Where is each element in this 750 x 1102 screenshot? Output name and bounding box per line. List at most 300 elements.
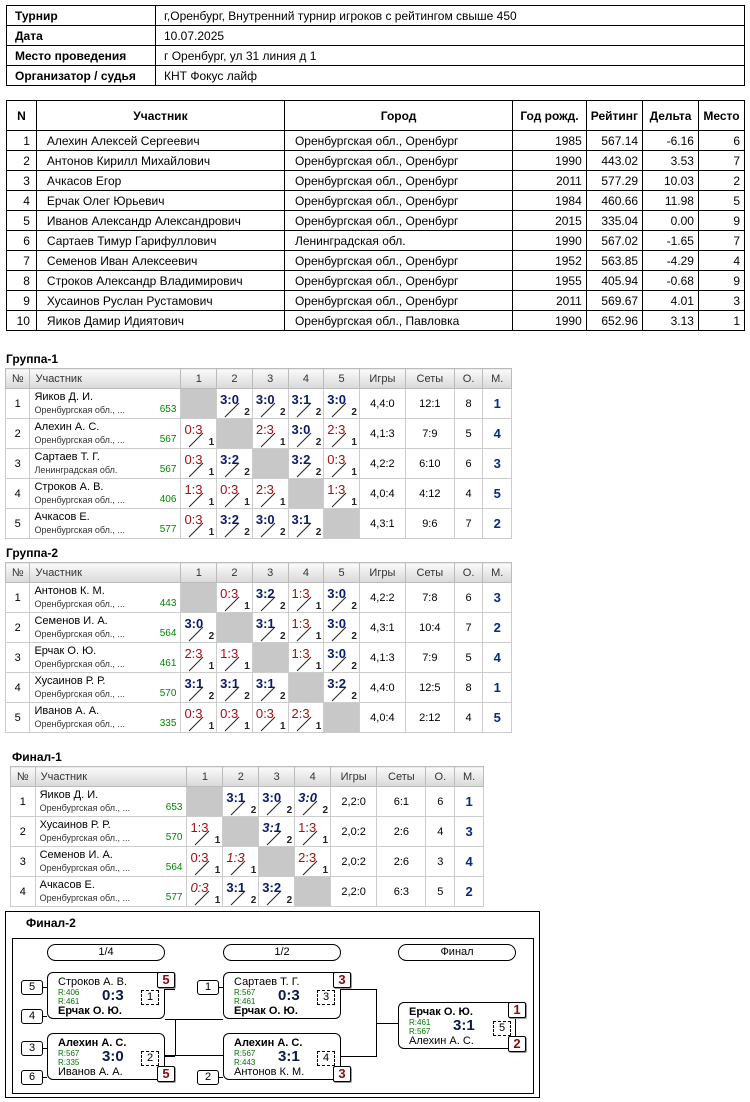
match-score: 2:3 xyxy=(255,482,274,497)
match-score: 3:1 xyxy=(184,676,204,691)
column-header: Игры xyxy=(359,563,405,583)
column-header: Участник xyxy=(30,369,181,389)
final-1-title: Финал-1 xyxy=(12,750,62,764)
column-header: 3 xyxy=(259,767,295,787)
group-2-table xyxy=(5,562,512,733)
match-result-cell[interactable] xyxy=(288,419,324,449)
table-cell: 7 xyxy=(698,231,744,251)
table-row xyxy=(7,291,745,311)
match-order: 2 xyxy=(250,895,257,906)
row-number: 4 xyxy=(6,673,30,703)
participant-cell xyxy=(30,583,181,613)
match-order: 2 xyxy=(244,407,250,418)
table-cell: Оренбургская обл., Оренбург xyxy=(284,191,512,211)
participant-name: Яиков Д. И. xyxy=(39,788,99,801)
table-cell: 5 xyxy=(698,191,744,211)
table-row xyxy=(6,673,512,703)
seed-badge: 6 xyxy=(21,1070,43,1085)
participant-city: Оренбургская обл., ... xyxy=(34,658,125,669)
header-row xyxy=(6,563,512,583)
table-cell: -0.68 xyxy=(643,271,699,291)
participant-cell xyxy=(30,389,181,419)
row-number: 3 xyxy=(6,449,30,479)
table-cell: Оренбургская обл., Оренбург xyxy=(284,251,512,271)
match-score: 0:3 xyxy=(102,987,124,1004)
match-result-cell[interactable] xyxy=(217,509,253,539)
participant-name: Сартаев Т. Г. xyxy=(34,450,100,463)
final-place-badge: 5 xyxy=(157,1066,175,1082)
match-score: 2:3 xyxy=(255,422,274,437)
match-result-cell[interactable] xyxy=(288,703,324,733)
match-result-cell[interactable] xyxy=(288,509,324,539)
table-cell: Оренбургская обл., Оренбург xyxy=(284,171,512,191)
games-cell: 2,0:2 xyxy=(331,847,377,877)
table-row xyxy=(11,877,484,907)
match-score: 0:3 xyxy=(184,706,203,721)
player-top: Строков А. В. xyxy=(58,976,128,988)
games-cell: 2,2:0 xyxy=(331,787,377,817)
match-score: 0:3 xyxy=(220,586,239,601)
match-score: 3:2 xyxy=(220,512,239,527)
match-order: 2 xyxy=(351,601,357,612)
match-score: 0:3 xyxy=(255,706,274,721)
match-order: 2 xyxy=(279,691,286,702)
match-order: 1 xyxy=(250,865,257,876)
sets-cell: 6:10 xyxy=(405,449,454,479)
participant-rating: 577 xyxy=(159,524,177,535)
table-cell: 4 xyxy=(698,251,744,271)
match-score: 0:3 xyxy=(190,850,209,865)
column-header: М. xyxy=(483,563,512,583)
column-header: № xyxy=(6,563,30,583)
match-order: 1 xyxy=(351,437,357,448)
sets-cell: 12:1 xyxy=(405,389,454,419)
row-number: 2 xyxy=(11,817,36,847)
rating-top: R:567 xyxy=(58,1049,80,1058)
column-header: 4 xyxy=(288,563,324,583)
participant-city: Оренбургская обл., ... xyxy=(34,688,125,699)
column-header: Игры xyxy=(331,767,377,787)
participant-name: Ачкасов Е. xyxy=(34,510,90,523)
match-result-cell[interactable] xyxy=(217,389,253,419)
participant-rating: 406 xyxy=(159,494,177,505)
final-2-title: Финал-2 xyxy=(26,916,76,930)
match-result-cell[interactable] xyxy=(181,449,217,479)
match-result-cell[interactable] xyxy=(288,449,324,479)
place-cell: 3 xyxy=(455,817,484,847)
match-order: 1 xyxy=(214,835,221,846)
table-cell: 3 xyxy=(7,171,37,191)
match-result-cell[interactable] xyxy=(324,389,360,419)
participant-cell xyxy=(35,787,187,817)
next-match-number: 5 xyxy=(493,1021,511,1036)
match-result-cell[interactable] xyxy=(181,479,217,509)
table-cell: 1990 xyxy=(513,311,587,331)
place-cell: 5 xyxy=(483,703,512,733)
table-row xyxy=(7,311,745,331)
match-score: 3:0 xyxy=(327,586,347,601)
participant-city: Оренбургская обл., ... xyxy=(34,598,125,609)
rating-bottom: R:461 xyxy=(58,997,80,1006)
match-result-cell[interactable] xyxy=(259,787,295,817)
participant-rating: 335 xyxy=(159,718,177,729)
diagonal-cell xyxy=(217,419,253,449)
table-cell: 3.13 xyxy=(643,311,699,331)
participant-rating: 653 xyxy=(159,404,177,415)
table-cell: Сартаев Тимур Гарифуллович xyxy=(36,231,284,251)
match-order: 1 xyxy=(351,497,357,508)
column-header: Участник xyxy=(36,101,284,131)
table-cell: -4.29 xyxy=(643,251,699,271)
match-result-cell[interactable] xyxy=(324,583,360,613)
table-cell: 335.04 xyxy=(586,211,642,231)
match-result-cell[interactable] xyxy=(252,479,288,509)
match-result-cell[interactable] xyxy=(288,389,324,419)
match-result-cell[interactable] xyxy=(259,817,295,847)
participant-cell xyxy=(30,673,181,703)
row-number: 3 xyxy=(11,847,36,877)
group-2-title: Группа-2 xyxy=(6,546,59,560)
rating-bottom: R:567 xyxy=(409,1027,431,1036)
match-score: 1:3 xyxy=(327,482,346,497)
match-order: 1 xyxy=(279,437,286,448)
column-header: Год рожд. xyxy=(513,101,587,131)
match-score: 3:2 xyxy=(291,452,311,467)
match-result-cell[interactable] xyxy=(252,613,288,643)
table-cell: 6 xyxy=(7,231,37,251)
match-result-cell[interactable] xyxy=(223,787,259,817)
table-cell: Ачкасов Егор xyxy=(36,171,284,191)
match-order: 2 xyxy=(315,527,322,538)
match-order: 2 xyxy=(279,407,286,418)
match-result-cell[interactable] xyxy=(223,877,259,907)
column-header: Участник xyxy=(35,767,187,787)
next-match-number: 3 xyxy=(317,990,335,1005)
sets-cell: 7:9 xyxy=(405,643,454,673)
games-cell: 4,0:4 xyxy=(359,703,405,733)
participant-cell xyxy=(30,449,181,479)
column-header: 2 xyxy=(217,563,253,583)
diagonal-cell xyxy=(288,673,324,703)
match-order: 2 xyxy=(208,691,215,702)
match-score: 3:2 xyxy=(327,676,347,691)
match-score: 3:1 xyxy=(226,790,246,805)
match-result-cell[interactable] xyxy=(181,509,217,539)
match-order: 2 xyxy=(315,407,322,418)
match-order: 2 xyxy=(208,631,215,642)
participant-city: Оренбургская обл., ... xyxy=(39,802,131,813)
seed-badge: 4 xyxy=(21,1009,43,1024)
match-result-cell[interactable] xyxy=(181,419,217,449)
match-order: 2 xyxy=(250,805,257,816)
header-row xyxy=(11,767,484,787)
games-cell: 2,0:2 xyxy=(331,817,377,847)
table-cell: Оренбургская обл., Оренбург xyxy=(284,291,512,311)
points-cell: 6 xyxy=(454,449,483,479)
table-cell: 7 xyxy=(698,151,744,171)
table-cell: 1952 xyxy=(513,251,587,271)
match-result-cell[interactable] xyxy=(324,479,360,509)
match-result-cell[interactable] xyxy=(252,389,288,419)
games-cell: 2,2:0 xyxy=(331,877,377,907)
match-score: 0:3 xyxy=(184,422,203,437)
match-order: 2 xyxy=(351,691,357,702)
match-order: 2 xyxy=(315,467,322,478)
table-row xyxy=(6,449,512,479)
match-result-cell[interactable] xyxy=(252,703,288,733)
match-result-cell[interactable] xyxy=(295,847,331,877)
match-result-cell[interactable] xyxy=(187,847,223,877)
participant-name: Семенов И. А. xyxy=(34,614,108,627)
column-header: Участник xyxy=(30,563,181,583)
table-cell: 3 xyxy=(698,291,744,311)
place-cell: 5 xyxy=(483,479,512,509)
player-bottom: Антонов К. М. xyxy=(234,1066,305,1078)
player-top: Алехин А. С. xyxy=(234,1037,303,1049)
table-row xyxy=(7,251,745,271)
sets-cell: 6:1 xyxy=(377,787,426,817)
diagonal-cell xyxy=(259,847,295,877)
match-result-cell[interactable] xyxy=(252,509,288,539)
table-row xyxy=(6,583,512,613)
place-cell: 2 xyxy=(483,509,512,539)
games-cell: 4,4:0 xyxy=(359,389,405,419)
match-score: 3:0 xyxy=(262,790,282,805)
place-cell: 3 xyxy=(483,583,512,613)
match-result-cell[interactable] xyxy=(288,643,324,673)
match-result-cell[interactable] xyxy=(252,583,288,613)
place-cell: 1 xyxy=(483,389,512,419)
table-cell: 6 xyxy=(698,131,744,151)
player-top: Сартаев Т. Г. xyxy=(234,976,300,988)
match-result-cell[interactable] xyxy=(181,643,217,673)
match-order: 1 xyxy=(244,661,250,672)
table-cell: 2011 xyxy=(513,171,587,191)
participant-rating: 567 xyxy=(159,464,177,475)
points-cell: 4 xyxy=(426,817,455,847)
match-result-cell[interactable] xyxy=(187,877,223,907)
participant-name: Яиков Д. И. xyxy=(34,390,94,403)
table-cell: 3.53 xyxy=(643,151,699,171)
diagonal-cell xyxy=(181,583,217,613)
match-order: 2 xyxy=(279,601,286,612)
table-cell: 569.67 xyxy=(586,291,642,311)
match-score: 0:3 xyxy=(278,987,300,1004)
table-cell: Семенов Иван Алексеевич xyxy=(36,251,284,271)
match-score: 3:0 xyxy=(327,392,347,407)
points-cell: 5 xyxy=(426,877,455,907)
points-cell: 8 xyxy=(454,673,483,703)
match-score: 3:1 xyxy=(255,676,275,691)
participant-cell xyxy=(35,877,187,907)
info-row xyxy=(7,46,745,66)
row-number: 4 xyxy=(11,877,36,907)
participant-name: Ачкасов Е. xyxy=(39,878,95,891)
bracket xyxy=(12,938,534,1094)
table-row xyxy=(6,703,512,733)
participant-name: Семенов И. А. xyxy=(39,848,113,861)
column-header: О. xyxy=(454,369,483,389)
match-order: 1 xyxy=(208,467,215,478)
participant-name: Строков А. В. xyxy=(34,480,104,493)
match-score: 3:0 xyxy=(255,512,275,527)
match-result-cell[interactable] xyxy=(295,817,331,847)
table-row xyxy=(6,509,512,539)
final-1-table xyxy=(10,766,484,907)
match-result-cell[interactable] xyxy=(288,583,324,613)
participant-cell xyxy=(30,479,181,509)
diagonal-cell xyxy=(217,613,253,643)
table-cell: Антонов Кирилл Михайлович xyxy=(36,151,284,171)
info-key: Дата xyxy=(7,26,156,46)
participant-rating: 570 xyxy=(165,832,183,843)
match-result-cell[interactable] xyxy=(259,877,295,907)
column-header: О. xyxy=(426,767,455,787)
final-place-badge: 1 xyxy=(508,1002,526,1018)
seed-badge: 3 xyxy=(21,1041,43,1056)
column-header: 5 xyxy=(324,369,360,389)
seed-badge: 1 xyxy=(197,980,219,995)
participant-name: Алехин А. С. xyxy=(34,420,100,433)
table-cell: 2 xyxy=(698,171,744,191)
table-cell: Оренбургская обл., Оренбург xyxy=(284,131,512,151)
table-cell: 567.14 xyxy=(586,131,642,151)
table-cell: 1955 xyxy=(513,271,587,291)
match-result-cell[interactable] xyxy=(217,673,253,703)
match-order: 1 xyxy=(322,865,329,876)
participant-rating: 567 xyxy=(159,434,177,445)
match-score: 3:0 xyxy=(327,616,347,631)
participant-rating: 570 xyxy=(159,688,177,699)
match-order: 1 xyxy=(244,721,250,732)
column-header: Сеты xyxy=(405,369,454,389)
participant-city: Оренбургская обл., ... xyxy=(34,718,125,729)
match-result-cell[interactable] xyxy=(324,643,360,673)
points-cell: 6 xyxy=(454,583,483,613)
row-number: 2 xyxy=(6,613,30,643)
match-score: 0:3 xyxy=(220,706,239,721)
match-order: 2 xyxy=(244,527,250,538)
table-cell: Ерчак Олег Юрьевич xyxy=(36,191,284,211)
match-order: 2 xyxy=(279,631,286,642)
table-cell: 1 xyxy=(698,311,744,331)
row-number: 5 xyxy=(6,703,30,733)
column-header: Дельта xyxy=(643,101,699,131)
table-row xyxy=(6,419,512,449)
match-result-cell[interactable] xyxy=(324,673,360,703)
info-key: Организатор / судья xyxy=(7,66,156,86)
table-cell: 10 xyxy=(7,311,37,331)
player-bottom: Ерчак О. Ю. xyxy=(234,1005,298,1017)
rating-bottom: R:461 xyxy=(234,997,256,1006)
match-result-cell[interactable] xyxy=(324,419,360,449)
sets-cell: 7:8 xyxy=(405,583,454,613)
match-score: 0:3 xyxy=(190,880,209,895)
match-result-cell[interactable] xyxy=(217,479,253,509)
table-cell: Оренбургская обл., Оренбург xyxy=(284,211,512,231)
sets-cell: 7:9 xyxy=(405,419,454,449)
table-cell: -1.65 xyxy=(643,231,699,251)
participant-cell xyxy=(30,703,181,733)
match-result-cell[interactable] xyxy=(217,643,253,673)
games-cell: 4,3:1 xyxy=(359,509,405,539)
table-cell: 563.85 xyxy=(586,251,642,271)
column-header: Город xyxy=(284,101,512,131)
round-label: Финал xyxy=(398,944,516,961)
table-cell: 443.02 xyxy=(586,151,642,171)
match-order: 1 xyxy=(315,721,322,732)
participant-cell xyxy=(35,817,187,847)
diagonal-cell xyxy=(295,877,331,907)
points-cell: 5 xyxy=(454,643,483,673)
match-result-cell[interactable] xyxy=(223,847,259,877)
match-result-cell[interactable] xyxy=(324,449,360,479)
match-score: 3:0 xyxy=(102,1048,124,1065)
column-header: Сеты xyxy=(377,767,426,787)
column-header: 3 xyxy=(252,369,288,389)
table-cell: 8 xyxy=(7,271,37,291)
games-cell: 4,2:2 xyxy=(359,449,405,479)
table-cell: 1990 xyxy=(513,151,587,171)
diagonal-cell xyxy=(324,509,360,539)
row-number: 2 xyxy=(6,419,30,449)
sets-cell: 12:5 xyxy=(405,673,454,703)
table-cell: 4 xyxy=(7,191,37,211)
match-score: 2:3 xyxy=(184,646,203,661)
match-score: 3:1 xyxy=(453,1017,475,1034)
match-result-cell[interactable] xyxy=(295,787,331,817)
match-result-cell[interactable] xyxy=(288,613,324,643)
table-cell: 5 xyxy=(7,211,37,231)
place-cell: 2 xyxy=(455,877,484,907)
games-cell: 4,4:0 xyxy=(359,673,405,703)
table-cell: -6.16 xyxy=(643,131,699,151)
match-order: 1 xyxy=(322,835,329,846)
info-key: Турнир xyxy=(7,6,156,26)
match-result-cell[interactable] xyxy=(252,419,288,449)
match-order: 2 xyxy=(244,467,250,478)
participant-city: Оренбургская обл., ... xyxy=(39,862,131,873)
match-result-cell[interactable] xyxy=(252,673,288,703)
match-order: 1 xyxy=(315,631,322,642)
match-result-cell[interactable] xyxy=(181,673,217,703)
participant-rating: 461 xyxy=(159,658,177,669)
match-result-cell[interactable] xyxy=(181,703,217,733)
column-header: 3 xyxy=(252,563,288,583)
column-header: N xyxy=(7,101,37,131)
diagonal-cell xyxy=(288,479,324,509)
match-result-cell[interactable] xyxy=(187,817,223,847)
match-result-cell[interactable] xyxy=(217,449,253,479)
table-cell: 1 xyxy=(7,131,37,151)
table-cell: Строков Александр Владимирович xyxy=(36,271,284,291)
match-order: 1 xyxy=(351,467,357,478)
participant-cell xyxy=(30,613,181,643)
table-cell: 7 xyxy=(7,251,37,271)
player-top: Ерчак О. Ю. xyxy=(409,1006,473,1018)
table-cell: Оренбургская обл., Павловка xyxy=(284,311,512,331)
column-header: 2 xyxy=(217,369,253,389)
match-result-cell[interactable] xyxy=(181,613,217,643)
match-result-cell[interactable] xyxy=(217,583,253,613)
match-result-cell[interactable] xyxy=(217,703,253,733)
rating-top: R:461 xyxy=(409,1018,431,1027)
points-cell: 7 xyxy=(454,509,483,539)
place-cell: 4 xyxy=(455,847,484,877)
participant-rating: 577 xyxy=(165,892,183,903)
column-header: 2 xyxy=(223,767,259,787)
match-result-cell[interactable] xyxy=(324,613,360,643)
